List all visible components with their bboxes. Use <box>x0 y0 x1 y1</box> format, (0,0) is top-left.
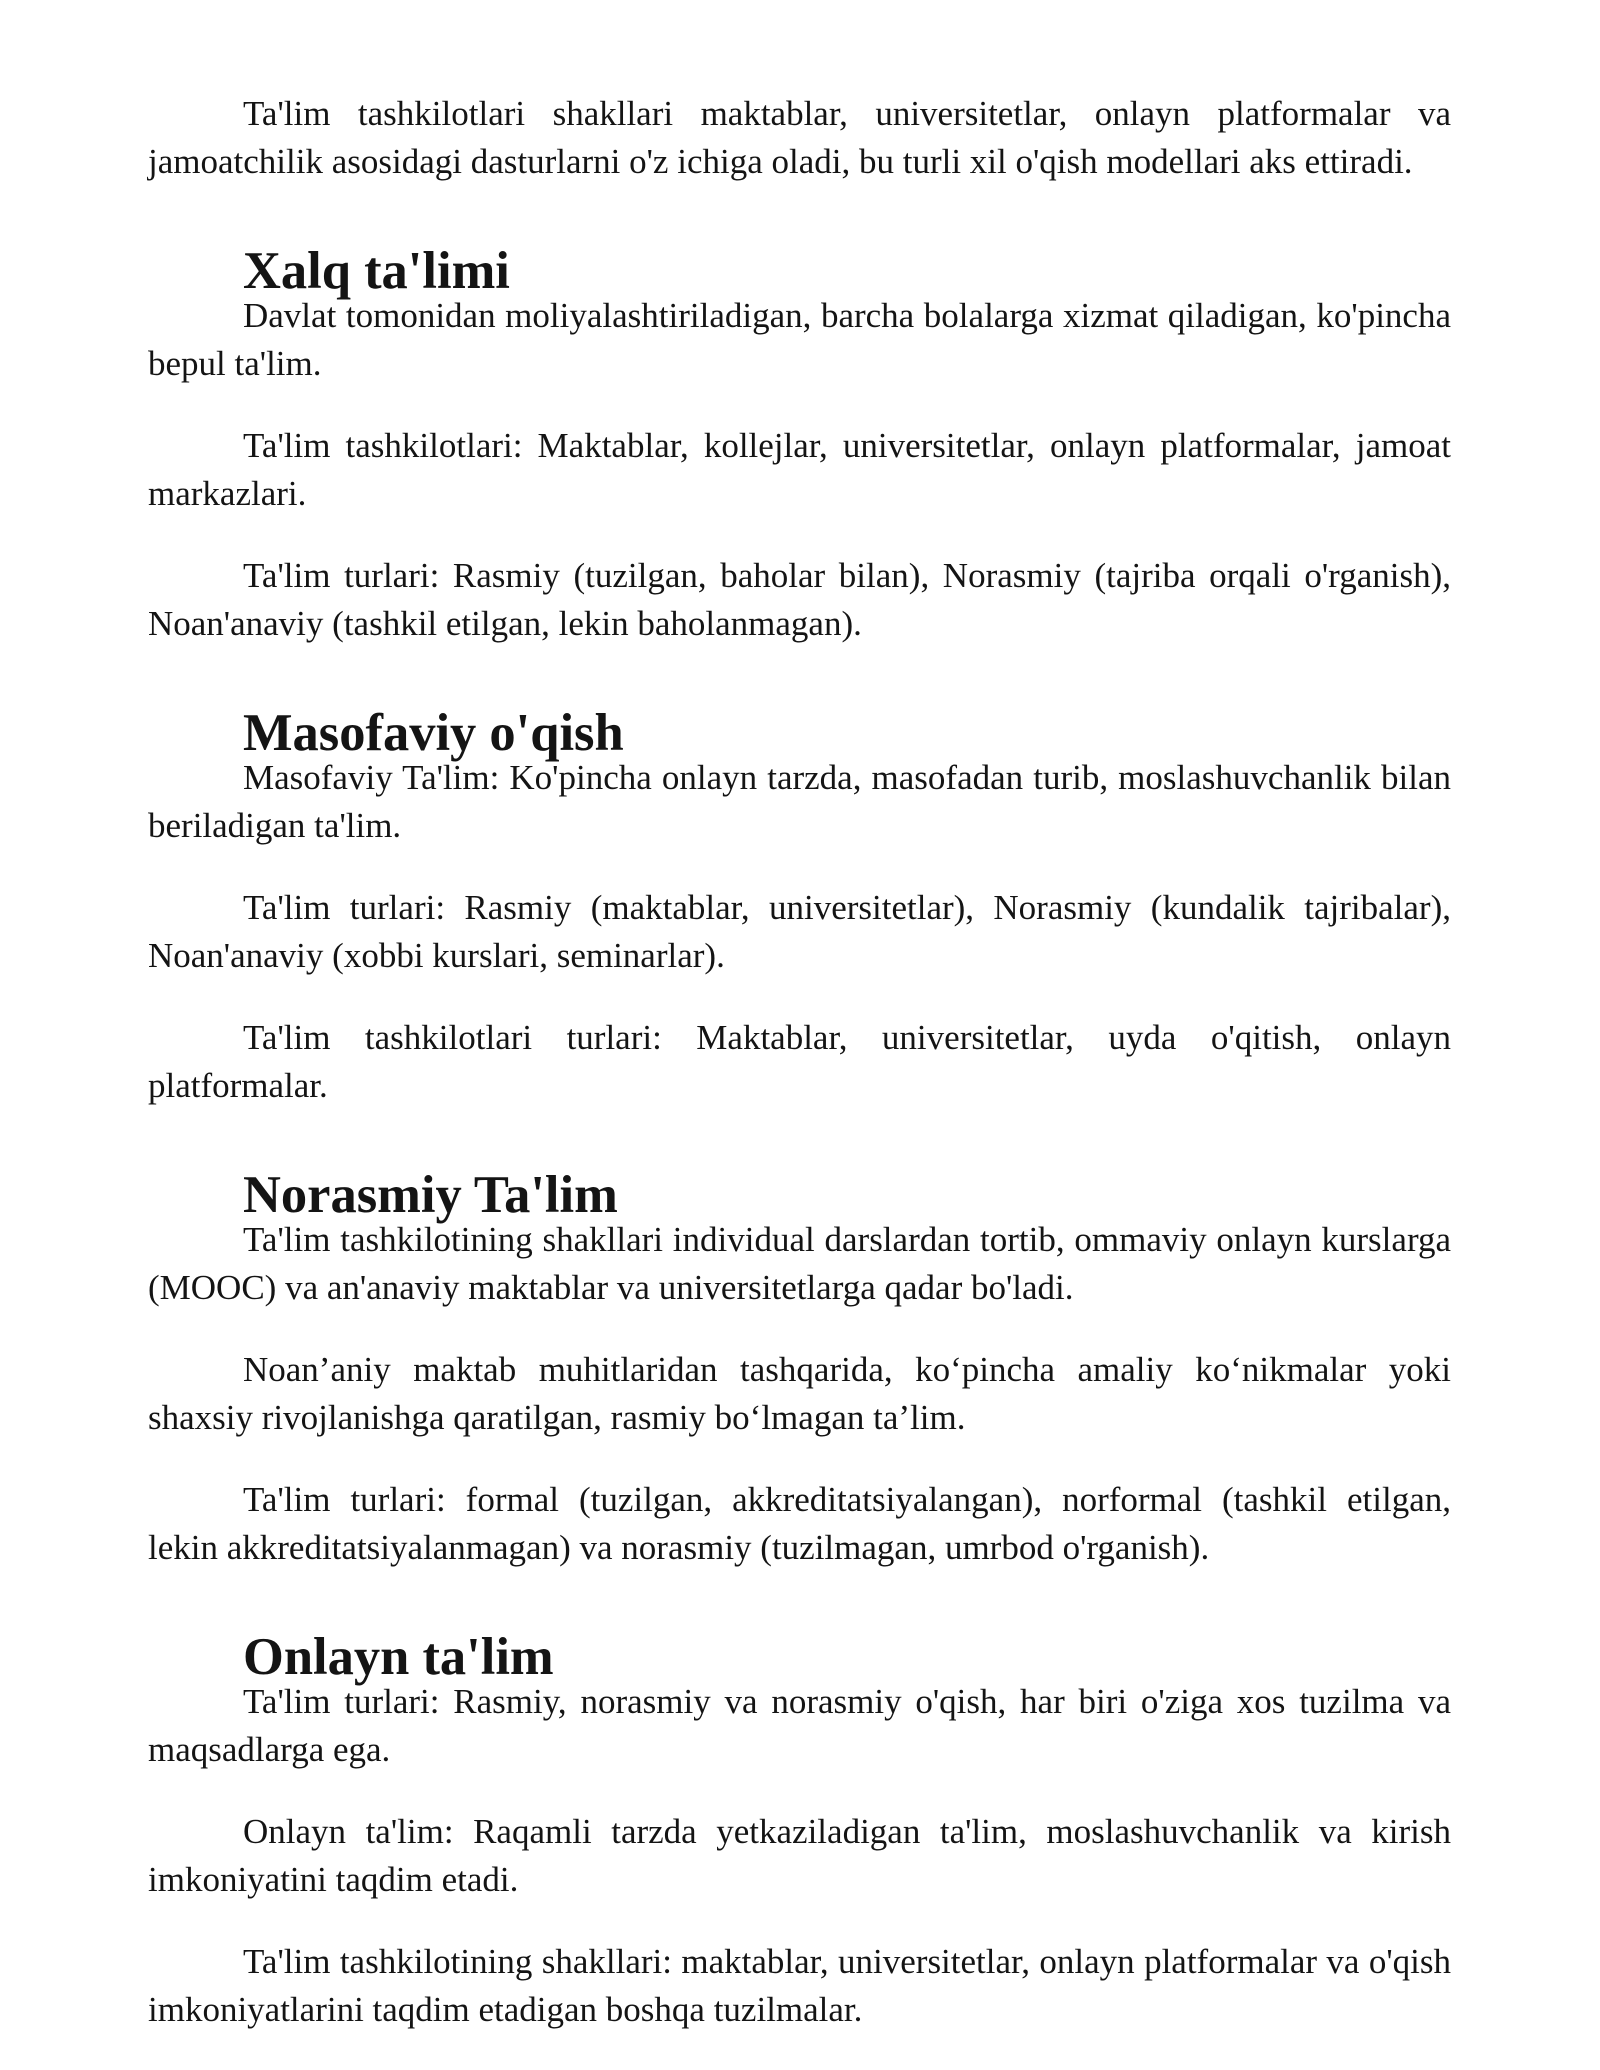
paragraph: Ta'lim tashkilotining shakllari: maktablar, universitetlar, onlayn platformalar va o'qish imkoniyatlarini taqdim etadigan boshqa tuzilmalar. <box>148 1942 1451 2029</box>
paragraph: Ta'lim tashkilotining shakllari individual darslardan tortib, ommaviy onlayn kurslarga (MOOC) va an'anaviy maktablar va universitetlarga qadar bo'ladi. <box>148 1220 1451 1307</box>
paragraph: Ta'lim turlari: Rasmiy (tuzilgan, baholar bilan), Norasmiy (tajriba orqali o'rganish), Noan'anaviy (tashkil etilgan, lekin baholanmagan). <box>148 556 1451 643</box>
paragraph: Noan’aniy maktab muhitlaridan tashqarida, ko‘pincha amaliy ko‘nikmalar yoki shaxsiy rivojlanishga qaratilgan, rasmiy bo‘lmagan ta’lim. <box>148 1350 1451 1437</box>
paragraph: Ta'lim turlari: Rasmiy, norasmiy va norasmiy o'qish, har biri o'ziga xos tuzilma va maqsadlarga ega. <box>148 1682 1451 1769</box>
paragraph: Ta'lim tashkilotlari turlari: Maktablar, universitetlar, uyda o'qitish, onlayn platformalar. <box>148 1018 1451 1105</box>
document-page <box>148 90 1451 2034</box>
paragraph: Ta'lim turlari: formal (tuzilgan, akkreditatsiyalangan), norformal (tashkil etilgan, lekin akkreditatsiyalanmagan) va norasmiy (tuzilmagan, umrbod o'rganish). <box>148 1480 1451 1567</box>
section-heading-onlayn-talim: Onlayn ta'lim <box>243 1628 554 1686</box>
section-heading-masofaviy-oqish: Masofaviy o'qish <box>243 704 624 762</box>
paragraph: Onlayn ta'lim: Raqamli tarzda yetkaziladigan ta'lim, moslashuvchanlik va kirish imkoniyatini taqdim etadi. <box>148 1812 1451 1899</box>
paragraph: Ta'lim turlari: Rasmiy (maktablar, universitetlar), Norasmiy (kundalik tajribalar), Noan'anaviy (xobbi kurslari, seminarlar). <box>148 888 1451 975</box>
section-heading-xalq-talimi: Xalq ta'limi <box>243 242 510 300</box>
paragraph: Davlat tomonidan moliyalashtiriladigan, barcha bolalarga xizmat qiladigan, ko'pincha bepul ta'lim. <box>148 296 1451 383</box>
section-heading-norasmiy-talim: Norasmiy Ta'lim <box>243 1166 618 1224</box>
paragraph: Masofaviy Ta'lim: Ko'pincha onlayn tarzda, masofadan turib, moslashuvchanlik bilan beriladigan ta'lim. <box>148 758 1451 845</box>
paragraph: Ta'lim tashkilotlari: Maktablar, kollejlar, universitetlar, onlayn platformalar, jamoat markazlari. <box>148 426 1451 513</box>
intro-paragraph: Ta'lim tashkilotlari shakllari maktablar, universitetlar, onlayn platformalar va jamoatchilik asosidagi dasturlarni o'z ichiga oladi, bu turli xil o'qish modellari aks ettiradi. <box>148 94 1451 181</box>
